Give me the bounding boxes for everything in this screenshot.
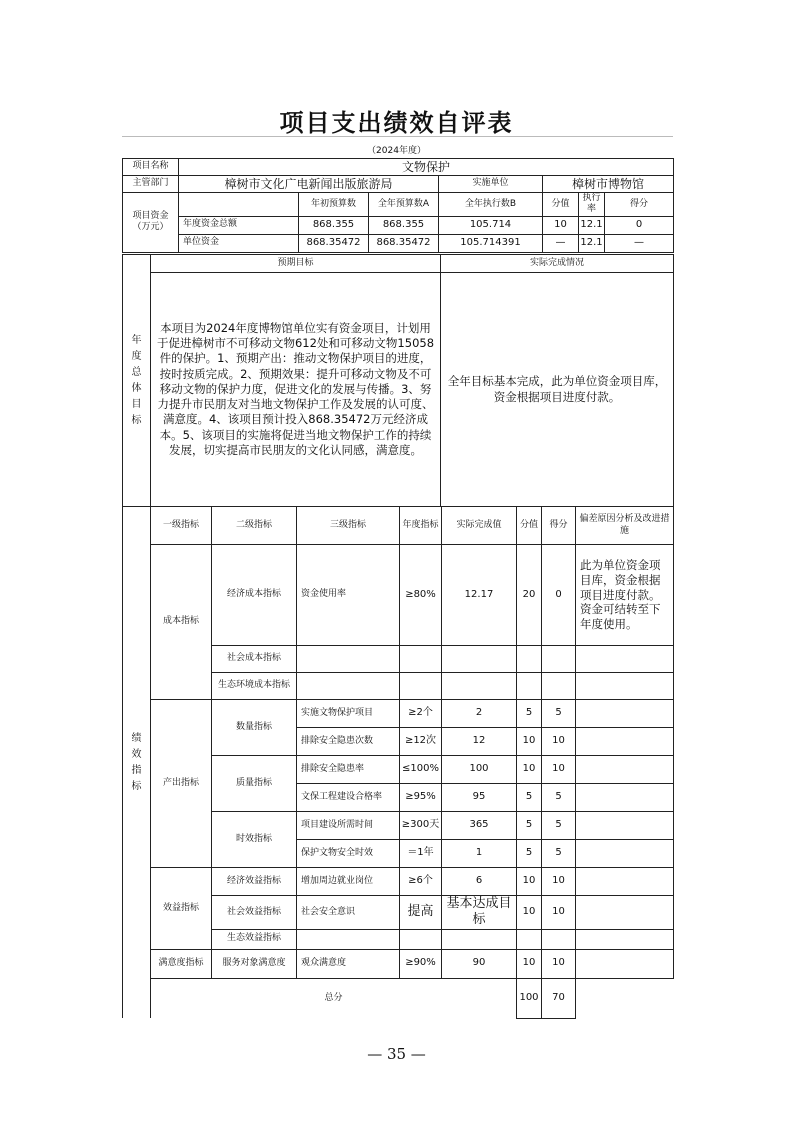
output-indicator: 产出指标 (151, 700, 212, 868)
q1-get: 5 (542, 700, 576, 728)
h-reason: 偏差原因分析及改进措施 (576, 507, 674, 545)
q2-actual: 12 (442, 728, 517, 756)
report-year: （2024年度） (367, 146, 426, 156)
total-get: 70 (542, 978, 576, 1018)
perf-side-text: 绩效指标 (131, 732, 142, 792)
page-number: — 35 — (367, 1045, 426, 1063)
q3-target: ≤100% (400, 756, 442, 784)
social-cost-indicator: 社会成本指标 (212, 646, 297, 673)
time-indicator: 时效指标 (212, 812, 297, 868)
q2-get: 10 (542, 728, 576, 756)
fund-use-target: ≥80% (400, 545, 442, 646)
header-score: 分值 (543, 193, 579, 217)
q9-actual: 90 (442, 949, 517, 978)
header-rate: 执行率 (579, 193, 605, 217)
fund-row-unit-exec: 105.714391 (439, 234, 543, 252)
fund-row-total-score: 10 (543, 216, 579, 234)
econ-benefit-indicator: 经济效益指标 (212, 868, 297, 896)
q6-get: 5 (542, 840, 576, 868)
fund-row-unit-label: 单位资金 (179, 234, 299, 252)
fund-use-score: 20 (517, 545, 542, 646)
q3-score: 10 (517, 756, 542, 784)
cost-indicator: 成本指标 (151, 545, 212, 700)
q9-target: ≥90% (400, 949, 442, 978)
q7-score: 10 (517, 868, 542, 896)
q9-score: 10 (517, 949, 542, 978)
q9-get: 10 (542, 949, 576, 978)
header-get: 得分 (605, 193, 674, 217)
expected-goal-header: 预期目标 (151, 255, 441, 273)
perf-side-label (123, 507, 151, 1019)
fund-row-unit-score: — (543, 234, 579, 252)
q3-actual: 100 (442, 756, 517, 784)
q5-actual: 365 (442, 812, 517, 840)
h-level3: 三级指标 (297, 507, 400, 545)
fund-use-reason: 此为单位资金项目库，资金根据项目进度付款。资金可结转至下年度使用。 (576, 545, 674, 646)
q8-get: 10 (542, 896, 576, 930)
q1-score: 5 (517, 700, 542, 728)
q2-target: ≥12次 (400, 728, 442, 756)
fund-row-total-get: 0 (605, 216, 674, 234)
benefit-indicator: 效益指标 (151, 868, 212, 950)
impl-label: 实施单位 (439, 176, 543, 193)
q4-actual: 95 (442, 784, 517, 812)
fund-row-unit-rate: 12.1 (579, 234, 605, 252)
impl-name: 樟树市博物馆 (543, 176, 674, 193)
q4-target: ≥95% (400, 784, 442, 812)
satisfaction-indicator: 满意度指标 (151, 949, 212, 978)
goals-side-text: 年度总体目标 (131, 334, 142, 426)
annual-goals-table (122, 254, 674, 507)
dept-label: 主管部门 (123, 176, 179, 193)
q7-target: ≥6个 (400, 868, 442, 896)
fund-label: 项目资金（万元） (123, 193, 179, 253)
header-budget: 年初预算数 (299, 193, 369, 217)
fund-use-actual: 12.17 (442, 545, 517, 646)
fund-row-total-full: 868.355 (369, 216, 439, 234)
q3-name: 排除安全隐患率 (297, 756, 400, 784)
fund-row-unit-full: 868.35472 (369, 234, 439, 252)
project-name-label: 项目名称 (123, 159, 179, 176)
q6-target: ＝1年 (400, 840, 442, 868)
fund-row-total-budget: 868.355 (299, 216, 369, 234)
service-satisfaction-indicator: 服务对象满意度 (212, 949, 297, 978)
fund-row-total-label: 年度资金总额 (179, 216, 299, 234)
q5-target: ≥300天 (400, 812, 442, 840)
q4-get: 5 (542, 784, 576, 812)
h-score: 分值 (517, 507, 542, 545)
project-info-table (122, 158, 674, 253)
q9-name: 观众满意度 (297, 949, 400, 978)
h-actual: 实际完成值 (442, 507, 517, 545)
q7-get: 10 (542, 868, 576, 896)
goals-side-label (123, 255, 151, 507)
fund-use-rate: 资金使用率 (297, 545, 400, 646)
actual-result-text: 全年目标基本完成，此为单位资金项目库，资金根据项目进度付款。 (441, 273, 674, 507)
q6-score: 5 (517, 840, 542, 868)
q7-actual: 6 (442, 868, 517, 896)
h-target: 年度指标 (400, 507, 442, 545)
fund-row-total-rate: 12.1 (579, 216, 605, 234)
q8-name: 社会安全意识 (297, 896, 400, 930)
q1-actual: 2 (442, 700, 517, 728)
q5-score: 5 (517, 812, 542, 840)
q2-score: 10 (517, 728, 542, 756)
h-level2: 二级指标 (212, 507, 297, 545)
eco-cost-indicator: 生态环境成本指标 (212, 673, 297, 700)
total-score: 100 (517, 978, 542, 1018)
total-label: 总分 (151, 978, 517, 1018)
q5-get: 5 (542, 812, 576, 840)
q8-actual: 基本达成目标 (442, 896, 517, 930)
q1-name: 实施文物保护项目 (297, 700, 400, 728)
q7-name: 增加周边就业岗位 (297, 868, 400, 896)
q8-target: 提高 (400, 896, 442, 930)
q4-score: 5 (517, 784, 542, 812)
fund-row-unit-budget: 868.35472 (299, 234, 369, 252)
fund-use-get: 0 (542, 545, 576, 646)
header-exec: 全年执行数B (439, 193, 543, 217)
q3-get: 10 (542, 756, 576, 784)
q6-actual: 1 (442, 840, 517, 868)
dept-name: 樟树市文化广电新闻出版旅游局 (179, 176, 439, 193)
h-level1: 一级指标 (151, 507, 212, 545)
project-name: 文物保护 (179, 159, 674, 176)
performance-table (122, 506, 674, 1019)
page-title: 项目支出绩效自评表 (279, 108, 514, 137)
actual-result-header: 实际完成情况 (441, 255, 674, 273)
eco-benefit-indicator: 生态效益指标 (212, 929, 297, 949)
q1-target: ≥2个 (400, 700, 442, 728)
title-underline (122, 136, 673, 137)
fund-header-blank (179, 193, 299, 217)
quantity-indicator: 数量指标 (212, 700, 297, 756)
expected-goal-text: 本项目为2024年度博物馆单位实有资金项目，计划用于促进樟树市不可移动文物612处和可移动文物15058件的保护。1、预期产出：推动文物保护项目的进度，按时按质完成。2、预期效果：提升可移动文物及不可移动文物的保护力度，促进文化的发展与传播。3、努力提升市民朋友对当地文物保护工作及发展的认可度、满意度。4、该项目预计投入868.35472万元经济成本。5、该项目的实施将促进当地文物保护工作的持续发展，切实提高市民朋友的文化认同感，满意度。 (151, 273, 441, 507)
header-full-budget: 全年预算数A (369, 193, 439, 217)
social-benefit-indicator: 社会效益指标 (212, 896, 297, 930)
q8-score: 10 (517, 896, 542, 930)
q2-name: 排除安全隐患次数 (297, 728, 400, 756)
econ-cost-indicator: 经济成本指标 (212, 545, 297, 646)
q6-name: 保护文物安全时效 (297, 840, 400, 868)
h-get: 得分 (542, 507, 576, 545)
fund-row-total-exec: 105.714 (439, 216, 543, 234)
quality-indicator: 质量指标 (212, 756, 297, 812)
fund-row-unit-get: — (605, 234, 674, 252)
q4-name: 文保工程建设合格率 (297, 784, 400, 812)
q5-name: 项目建设所需时间 (297, 812, 400, 840)
